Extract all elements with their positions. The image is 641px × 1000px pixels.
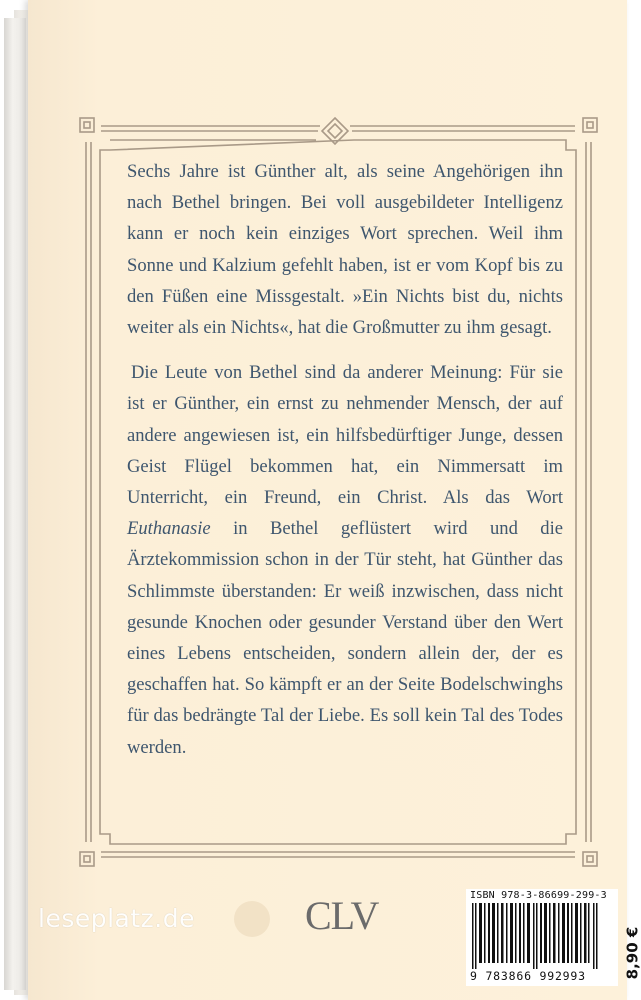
blurb-paragraph-2-text-b: in Bethel geflüstert wird und die Ärztekommission schon in der Tür steht, hat Günther das Schlimmste überstanden: Er weiß inzwischen, dass nicht gesunde Knochen oder gesunder Verstand über den Wert eines Lebens entscheiden, sondern allein der, der es geschaffen hat. So kämpft er an der Seite Bodelschwinghs für das bedrängte Tal der Liebe. Es soll kein Tal des Todes werden. [127,518,563,758]
blurb-paragraph-1 [127,156,563,343]
blurb-paragraph-2 [127,357,563,763]
publisher-logo: CLV [305,893,379,938]
blurb-text [127,156,563,763]
barcode-icon [470,903,602,971]
blurb-paragraph-1-text: Sechs Jahre ist Günther alt, als seine Angehörigen ihn nach Bethel bringen. Bei voll ausgebildeter Intelligenz kann er noch kein einziges Wort sprechen. Weil ihm Sonne und Kalzium gefehlt haben, ist er vom Kopf bis zu den Füßen eine Missgestalt. »Ein Nichts bist du, nichts weiter als ein Nichts«, hat die Großmutter zu ihm gesagt. [127,161,563,339]
brand-watermark[interactable]: leseplatz.de [38,904,195,933]
barcode-digits: 9 783866 992993 [470,969,586,983]
blurb-paragraph-2-text-a: Die Leute von Bethel sind da anderer Meinung: Für sie ist er Günther, ein ernst zu nehmender Mensch, der auf andere angewiesen ist, ein hilfsbedürftiger Junge, dessen Geist Flügel bekommen hat, ein Nimmersatt im Unterricht, ein Freund, ein Christ. Als das Wort [127,362,563,509]
price-label: 8,90 € [623,926,641,980]
leseplatz-logo-icon [234,901,270,937]
isbn-label: ISBN 978-3-86699-299-3 [470,890,607,901]
blurb-italic-term: Euthanasie [127,518,211,540]
